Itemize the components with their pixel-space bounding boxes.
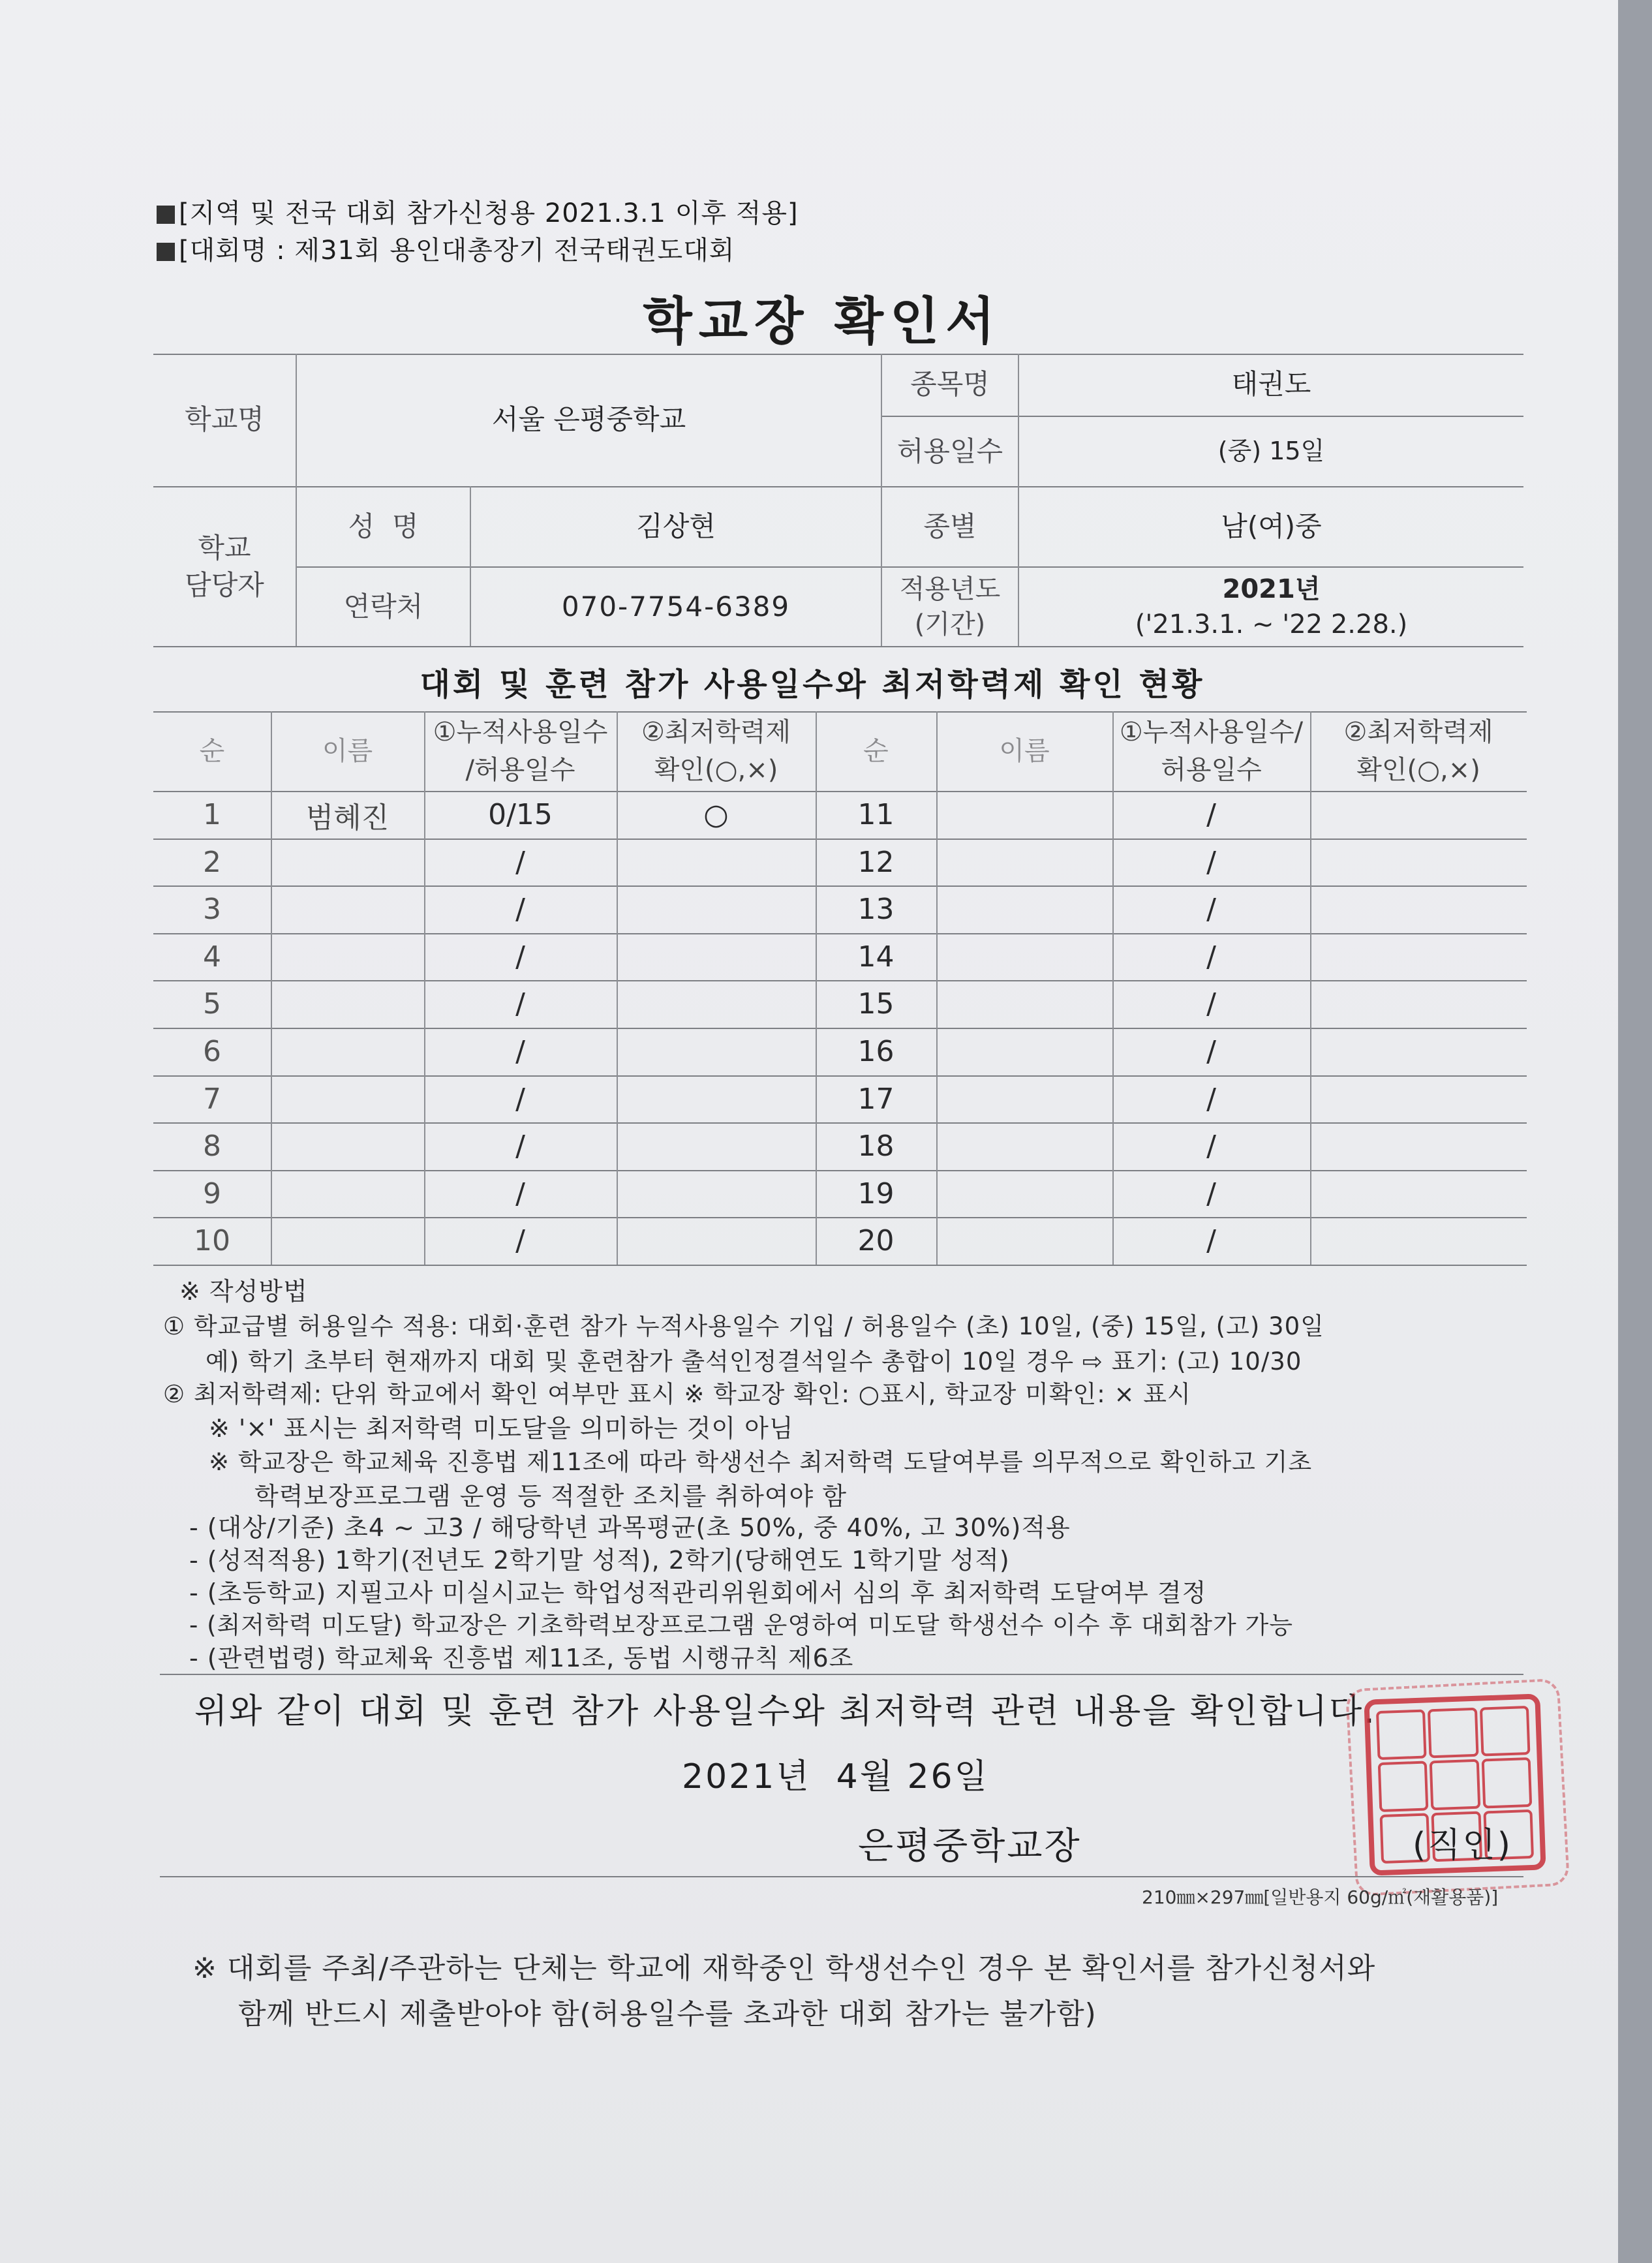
row-athlete-name xyxy=(936,1122,1112,1170)
allowed-days-value: (중) 15일 xyxy=(1217,437,1325,466)
gender-label: 종별 xyxy=(923,510,977,543)
header-days-right xyxy=(1112,711,1310,791)
event-name-text: [대회명 : 제31회 용인대총장기 전국태권도대회 xyxy=(179,236,735,266)
note-allowed-days: ① 학교급별 허용일수 적용: 대회·훈련 참가 누적사용일수 기입 / 허용일수 (초) 10일, (중) 15일, (고) 30일 xyxy=(163,1312,1324,1340)
row-min-check xyxy=(1310,1075,1527,1123)
section-rule xyxy=(160,1674,1523,1675)
detail-grade-apply: - (성적적용) 1학기(전년도 2학기말 성적), 2학기(당해연도 1학기말 성적) xyxy=(189,1546,1010,1575)
name-value: 김상현 xyxy=(636,510,716,543)
row-athlete-name xyxy=(936,1075,1112,1123)
paper-size-note: 210㎜×297㎜[일반용지 60g/㎡(재활용품)] xyxy=(1142,1886,1499,1908)
confirm-date: 2021년 4월 26일 xyxy=(682,1757,989,1796)
row-number: 7 xyxy=(203,1083,221,1116)
row-min-check xyxy=(617,1075,816,1123)
header-name-left: 이름 xyxy=(322,736,373,766)
row-number: 10 xyxy=(194,1224,230,1257)
row-athlete-name xyxy=(936,1170,1112,1218)
row-min-check xyxy=(617,1028,816,1075)
row-days-used: / xyxy=(515,940,525,974)
row-days-used: / xyxy=(1206,940,1216,974)
note-x-meaning: ※ '×' 표시는 최저학력 미도달을 의미하는 것이 아님 xyxy=(209,1414,794,1443)
form-usage-line xyxy=(157,192,799,230)
contact-value: 070-7754-6389 xyxy=(561,590,791,623)
note-example: 예) 학기 초부터 현재까지 대회 및 훈련참가 출석인정결석일수 총합이 10일 경우 ⇨ 표기: (고) 10/30 xyxy=(206,1347,1302,1376)
row-number: 8 xyxy=(203,1130,221,1163)
header-days-left xyxy=(424,711,617,791)
row-min-check xyxy=(617,933,816,981)
principal-signer: 은평중학교장 xyxy=(858,1825,1082,1868)
row-days-used: / xyxy=(1206,846,1216,879)
row-number: 3 xyxy=(203,893,221,926)
header-min-line2: 확인(○,×) xyxy=(1356,755,1480,785)
row-number: 11 xyxy=(857,798,895,831)
header-min-line1: ②최저학력제 xyxy=(641,717,791,747)
allowed-days-label: 허용일수 xyxy=(896,435,1003,467)
bullet-square-icon xyxy=(157,206,175,224)
roster-title: 대회 및 훈련 참가 사용일수와 최저학력제 확인 현황 xyxy=(420,666,1205,703)
row-number: 2 xyxy=(203,846,221,879)
table-rule xyxy=(153,1265,1527,1266)
row-number: 12 xyxy=(857,846,895,879)
row-athlete-name xyxy=(936,1028,1112,1075)
row-athlete-name xyxy=(271,1122,424,1170)
header-min-line1: ②최저학력제 xyxy=(1343,717,1493,747)
row-athlete-name xyxy=(936,885,1112,933)
header-days-line2: 허용일수 xyxy=(1161,755,1262,785)
school-label: 학교명 xyxy=(185,403,264,436)
header-days-line1: ①누적사용일수/ xyxy=(1119,717,1304,747)
row-athlete-name xyxy=(271,933,424,981)
header-min-left xyxy=(617,711,816,791)
note-principal-duty-cont: 학력보장프로그램 운영 등 적절한 조치를 취하여야 함 xyxy=(254,1482,848,1511)
row-athlete-name xyxy=(271,839,424,886)
row-athlete-name xyxy=(271,1028,424,1075)
event-label: 종목명 xyxy=(910,368,990,401)
row-days-used: / xyxy=(515,1035,525,1068)
row-athlete-name xyxy=(271,980,424,1028)
row-number: 20 xyxy=(857,1224,895,1257)
row-number: 4 xyxy=(203,940,221,974)
note-principal-duty: ※ 학교장은 학교체육 진흥법 제11조에 따라 학생선수 최저학력 도달여부를 의무적으로 확인하고 기초 xyxy=(209,1448,1313,1476)
row-athlete-name xyxy=(936,933,1112,981)
row-days-used: 0/15 xyxy=(488,798,553,831)
row-athlete-name xyxy=(936,839,1112,886)
gender-value: 남(여)중 xyxy=(1221,510,1322,543)
row-days-used: / xyxy=(1206,1224,1216,1257)
manager-label xyxy=(153,487,296,646)
event-value: 태권도 xyxy=(1231,368,1311,401)
notes-heading: ※ 작성방법 xyxy=(179,1277,308,1306)
row-min-check xyxy=(1310,839,1527,886)
footer-note-line2: 함께 반드시 제출받아야 함(허용일수를 초과한 대회 참가는 불가함) xyxy=(238,1997,1097,2031)
row-min-check xyxy=(1310,1122,1527,1170)
school-value: 서울 은평중학교 xyxy=(491,403,686,436)
row-number: 1 xyxy=(203,798,221,831)
header-min-line2: 확인(○,×) xyxy=(654,755,778,785)
detail-not-met: - (최저학력 미도달) 학교장은 기초학력보장프로그램 운영하여 미도달 학생선수 이수 후 대회참가 가능 xyxy=(189,1611,1294,1639)
row-days-used: / xyxy=(1206,1130,1216,1163)
row-number: 6 xyxy=(203,1035,221,1068)
row-min-check xyxy=(1310,933,1527,981)
row-min-check xyxy=(1310,1028,1527,1075)
row-min-check xyxy=(617,1217,816,1265)
row-athlete-name xyxy=(271,1217,424,1265)
row-number: 15 xyxy=(857,987,895,1021)
header-days-line1: ①누적사용일수 xyxy=(433,717,608,747)
background-edge xyxy=(1618,0,1652,2263)
detail-target: - (대상/기준) 초4 ~ 고3 / 해당학년 과목평균(초 50%, 중 40%, 고 30%)적용 xyxy=(189,1513,1071,1542)
row-athlete-name xyxy=(271,885,424,933)
document-title: 학교장 확인서 xyxy=(643,292,1002,351)
row-days-used: / xyxy=(515,1177,525,1210)
confirm-statement: 위와 같이 대회 및 훈련 참가 사용일수와 최저학력 관련 내용을 확인합니다. xyxy=(194,1692,1377,1731)
row-days-used: / xyxy=(1206,893,1216,926)
period-range: ('21.3.1. ~ '22 2.28.) xyxy=(1135,609,1408,639)
row-number: 16 xyxy=(857,1035,895,1068)
seal-label: (직인) xyxy=(1413,1826,1513,1865)
note-min-academic: ② 최저학력제: 단위 학교에서 확인 여부만 표시 ※ 학교장 확인: ○표시, 학교장 미확인: × 표시 xyxy=(163,1380,1191,1408)
form-usage-text: [지역 및 전국 대회 참가신청용 2021.3.1 이후 적용] xyxy=(179,198,799,228)
header-no-right: 순 xyxy=(863,736,889,766)
row-days-used: / xyxy=(515,987,525,1021)
row-number: 9 xyxy=(203,1177,221,1210)
period-label xyxy=(882,568,1018,646)
period-label-line1: 적용년도 xyxy=(899,574,1001,604)
section-rule xyxy=(160,1876,1523,1877)
row-days-used: / xyxy=(515,846,525,879)
row-number: 17 xyxy=(857,1083,895,1116)
header-days-line2: /허용일수 xyxy=(465,755,575,785)
row-min-check xyxy=(1310,980,1527,1028)
row-days-used: / xyxy=(1206,987,1216,1021)
event-name-line xyxy=(157,230,735,267)
row-min-check: ○ xyxy=(703,798,729,831)
row-min-check xyxy=(1310,1217,1527,1265)
table-rule xyxy=(153,646,1523,647)
row-min-check xyxy=(617,885,816,933)
period-value xyxy=(1019,568,1523,646)
row-number: 13 xyxy=(857,893,895,926)
header-name-right: 이름 xyxy=(999,736,1050,766)
footer-note-line1: ※ 대회를 주최/주관하는 단체는 학교에 재학중인 학생선수인 경우 본 확인서를 참가신청서와 xyxy=(192,1952,1376,1985)
row-min-check xyxy=(617,980,816,1028)
bullet-square-icon xyxy=(157,243,175,261)
row-days-used: / xyxy=(1206,1035,1216,1068)
row-days-used: / xyxy=(515,893,525,926)
row-days-used: / xyxy=(1206,1177,1216,1210)
row-number: 18 xyxy=(857,1130,895,1163)
contact-label: 연락처 xyxy=(343,590,423,623)
row-number: 14 xyxy=(857,940,895,974)
row-athlete-name xyxy=(936,1217,1112,1265)
header-min-right xyxy=(1310,711,1527,791)
row-min-check xyxy=(617,839,816,886)
detail-law: - (관련법령) 학교체육 진흥법 제11조, 동법 시행규칙 제6조 xyxy=(189,1644,854,1672)
row-min-check xyxy=(1310,791,1527,839)
row-min-check xyxy=(617,1170,816,1218)
row-min-check xyxy=(1310,885,1527,933)
period-year: 2021년 xyxy=(1222,574,1321,604)
name-label: 성 명 xyxy=(348,510,419,543)
row-days-used: / xyxy=(1206,798,1216,831)
detail-elementary: - (초등학교) 지필고사 미실시교는 학업성적관리위원회에서 심의 후 최저학력 도달여부 결정 xyxy=(189,1578,1207,1607)
row-athlete-name xyxy=(271,1075,424,1123)
row-days-used: / xyxy=(1206,1083,1216,1116)
row-number: 19 xyxy=(857,1177,895,1210)
row-days-used: / xyxy=(515,1224,525,1257)
row-athlete-name xyxy=(936,791,1112,839)
row-min-check xyxy=(617,1122,816,1170)
row-days-used: / xyxy=(515,1130,525,1163)
manager-label-line2: 담당자 xyxy=(185,568,264,601)
period-label-line2: (기간) xyxy=(914,609,986,639)
row-athlete-name: 범혜진 xyxy=(305,801,390,835)
row-number: 5 xyxy=(203,987,221,1021)
row-days-used: / xyxy=(515,1083,525,1116)
manager-label-line1: 학교 xyxy=(198,531,251,564)
row-min-check xyxy=(1310,1170,1527,1218)
row-athlete-name xyxy=(936,980,1112,1028)
header-no-left: 순 xyxy=(199,736,225,766)
row-athlete-name xyxy=(271,1170,424,1218)
